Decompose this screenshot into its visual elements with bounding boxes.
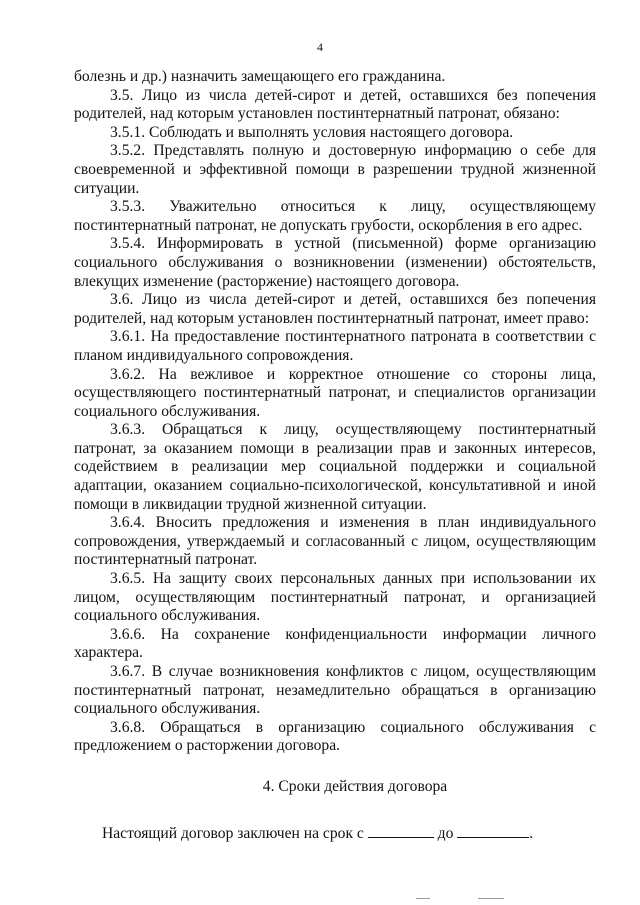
paragraph: 3.5.3. Уважительно относиться к лицу, осуществляющему постинтернатный патронат, не допускать грубости, оскорбления в его адрес.	[74, 198, 596, 234]
paragraph: 3.5.4. Информировать в устной (письменной) форме организацию социального обслуживания о возникновении (изменении) обстоятельств, влекущих изменение (расторжение) настоящего договора.	[74, 235, 596, 290]
term-prefix: Настоящий договор заключен на срок с	[102, 824, 364, 842]
term-line	[74, 823, 596, 844]
paragraph: 3.5.2. Представлять полную и достоверную информацию о себе для своевременной и эффективной помощи в разрешении трудной жизненной ситуации.	[74, 142, 596, 197]
term-suffix: .	[529, 824, 534, 842]
paragraph: 3.6.2. На вежливое и корректное отношение со стороны лица, осуществляющего постинтернатный патронат, и специалистов организации социального обслуживания.	[74, 365, 596, 420]
paragraph: 3.6. Лицо из числа детей-сирот и детей, оставшихся без попечения родителей, над которым установлен постинтернатный патронат, имеет право:	[74, 291, 596, 327]
paragraph: 3.5.1. Соблюдать и выполнять условия настоящего договора.	[110, 123, 514, 141]
document-body	[74, 68, 596, 843]
page-number: 4	[317, 40, 323, 54]
paragraph: 3.6.7. В случае возникновения конфликтов с лицом, осуществляющим постинтернатный патронат, незамедлительно обращаться в организацию социального обслуживания.	[74, 663, 596, 718]
paragraph: 3.6.6. На сохранение конфиденциальности информации личного характера.	[74, 625, 596, 662]
paragraph: 3.6.8. Обращаться в организацию социального обслуживания с предложением о расторжении договора.	[74, 718, 596, 755]
paragraph: 3.6.5. На защиту своих персональных данных при использовании их лицом, осуществляющим постинтернатный патронат, и организацией социального обслуживания.	[74, 570, 596, 625]
scan-artifact-mark	[478, 898, 504, 899]
section-heading: 4. Сроки действия договора	[262, 777, 448, 795]
start-date-blank	[368, 823, 434, 838]
paragraph: 3.6.1. На предоставление постинтернатного патроната в соответствии с планом индивидуального сопровождения.	[74, 328, 596, 364]
term-middle: до	[437, 824, 454, 842]
paragraph: 3.5. Лицо из числа детей-сирот и детей, оставшихся без попечения родителей, над которым установлен постинтернатный патронат, обязано:	[74, 86, 596, 123]
paragraph: 3.6.4. Вносить предложения и изменения в план индивидуального сопровождения, утверждаемый и согласованный с лицом, осуществляющим постинтернатный патронат.	[74, 514, 596, 569]
paragraph: 3.6.3. Обращаться к лицу, осуществляющему постинтернатный патронат, за оказанием помощи в реализации прав и законных интересов, содействием в реализации мер социальной поддержки и социальной адаптации, оказанием социально-психологической, консультативной и иной помощи в ликвидации трудной жизненной ситуации.	[74, 421, 596, 513]
paragraph: болезнь и др.) назначить замещающего его гражданина.	[74, 68, 446, 85]
end-date-blank	[457, 823, 529, 838]
scan-artifact-mark	[416, 898, 430, 899]
